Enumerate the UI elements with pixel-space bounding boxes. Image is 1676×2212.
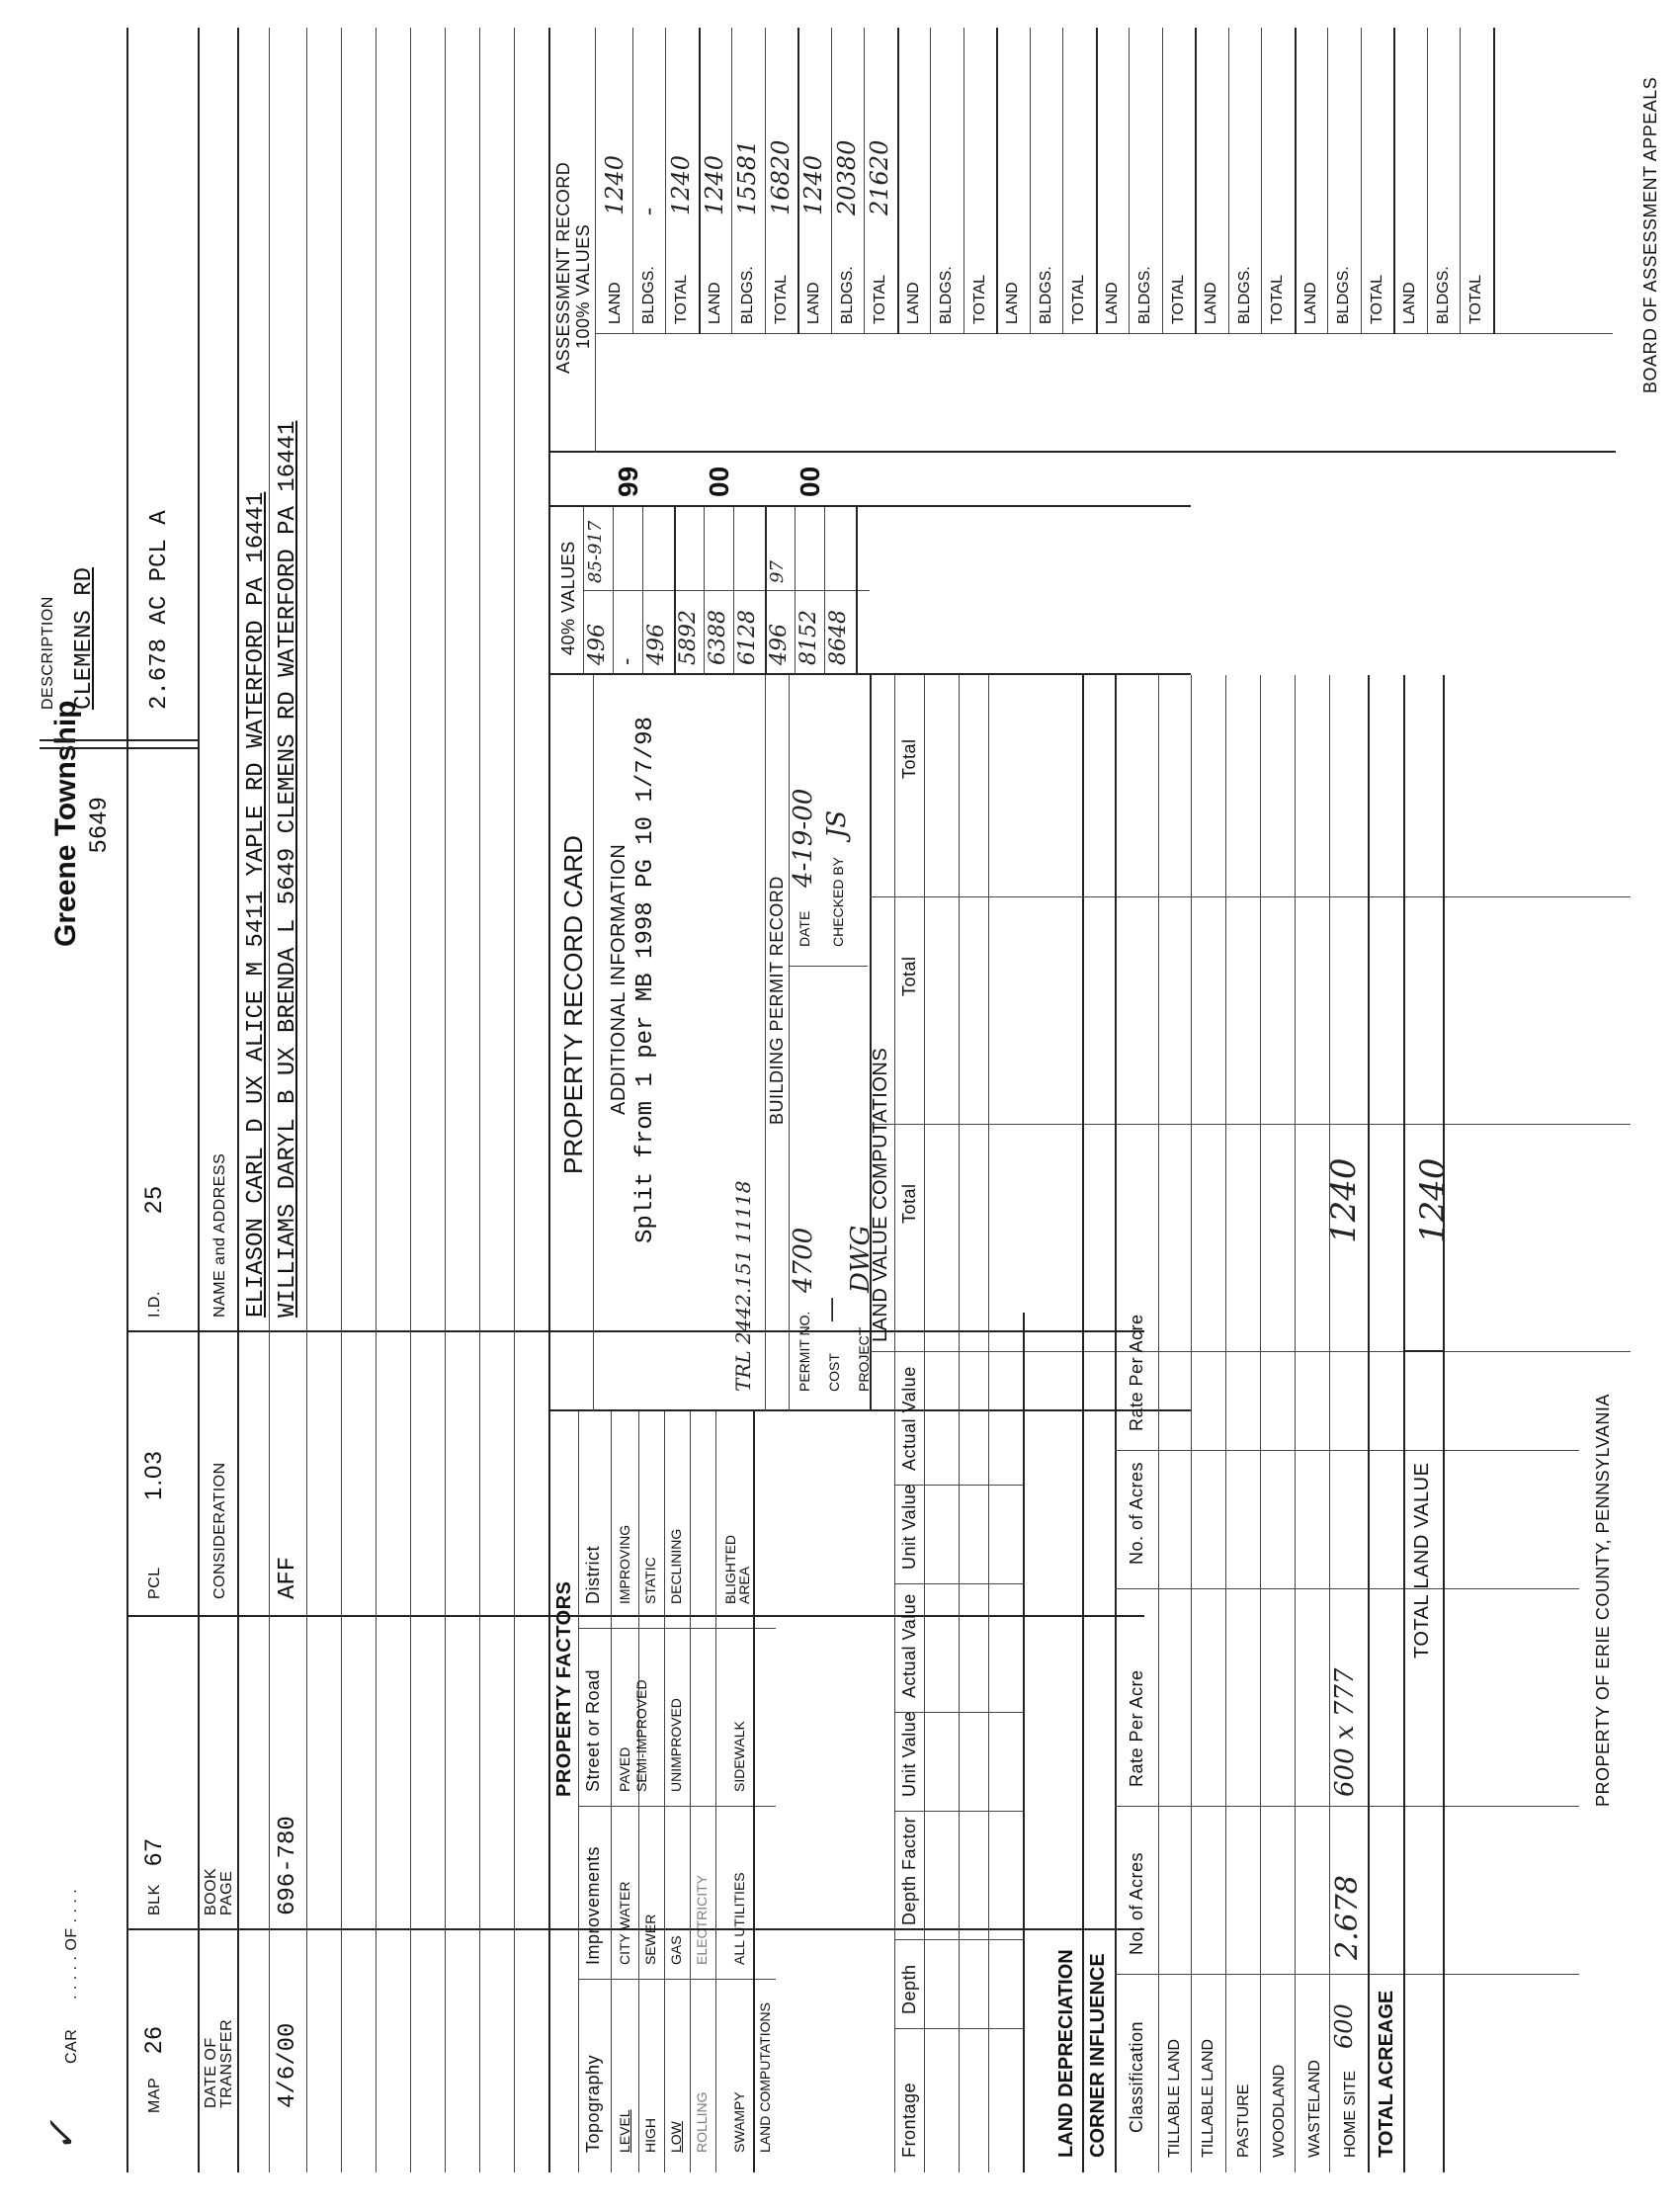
pf-street-5: SIDEWALK xyxy=(731,1721,747,1792)
assessment-label-9-2: BLDGS. xyxy=(1434,266,1452,324)
assessment-value-1-1: 1240 xyxy=(601,154,628,215)
values40-rule-9 xyxy=(856,507,858,675)
col-consideration: CONSIDERATION xyxy=(211,1462,228,1599)
year-stamp-3: 00 xyxy=(795,466,825,497)
ci-rule xyxy=(1115,675,1117,2172)
lv-row-rule-1 xyxy=(959,675,960,2172)
pf-district-5: BLIGHTED AREA xyxy=(722,1534,752,1604)
permit-title: BUILDING PERMIT RECORD xyxy=(767,876,787,1125)
ac-acres-value: 2.678 xyxy=(1330,1875,1365,1960)
transfer-table-bottom xyxy=(548,28,550,2172)
assessment-label-4-2: BLDGS. xyxy=(938,266,955,324)
ac-col-rate-1: Rate Per Acre xyxy=(1127,1669,1146,1787)
assessment-rule-7-1 xyxy=(1228,28,1229,334)
ac-row-rule-3 xyxy=(1260,675,1261,2172)
assessment-rule-5-1 xyxy=(1030,28,1031,334)
assessment-rule-5-2 xyxy=(1062,28,1063,334)
assessment-rule-8-2 xyxy=(1361,28,1362,334)
values40-header: 40% VALUES xyxy=(558,541,578,655)
values40-entry-6: 6128 xyxy=(735,610,760,665)
land-value-title: LAND VALUE COMPUTATIONS xyxy=(870,1047,891,1342)
permit-header-rule xyxy=(789,675,790,1411)
header-rule xyxy=(198,28,200,2172)
pf-improvements-2: SEWER xyxy=(642,1914,658,1965)
lv-col-actual-value-2: Actual Value xyxy=(899,1366,919,1471)
ac-row-rule-4 xyxy=(1295,675,1296,2172)
assessment-rule-2-2 xyxy=(765,28,766,334)
ac-row-6: HOME SITE xyxy=(1342,2070,1359,2158)
ac-row-rule-1 xyxy=(1191,675,1192,2172)
transfer-name-2: WILLIAMS DARYL B UX BRENDA L 5649 CLEMENS RD WATERFORD PA 16441 xyxy=(275,420,301,1318)
pf-improvements-4: ELECTRICITY xyxy=(694,1874,710,1965)
card-edge-top xyxy=(126,28,128,2172)
land-depreciation-label: LAND DEPRECIATION xyxy=(1055,1949,1077,2158)
id-label: I.D. xyxy=(146,1291,163,1318)
pf-col-rule-1 xyxy=(578,1979,776,1980)
permit-no-label: PERMIT NO. xyxy=(796,1311,812,1392)
pcl-label: PCL xyxy=(146,1567,163,1599)
pf-row-rule-4 xyxy=(715,1411,716,2172)
pf-bottom-rule xyxy=(753,1411,755,2172)
lv-col-unit-value-2: Unit Value xyxy=(899,1484,919,1570)
handwritten-note: TRL 2442.151 11118 xyxy=(731,1180,755,1392)
assessment-rule-8-3 xyxy=(1393,28,1395,334)
lv-col-total-2: Total xyxy=(899,956,919,996)
assessment-left-rule xyxy=(548,451,1616,453)
description-line-1: CLEMENS RD xyxy=(71,566,98,710)
assessment-rule-3-3 xyxy=(897,28,899,334)
assessment-label-1-1: LAND xyxy=(607,282,624,324)
ac-row-1: TILLABLE LAND xyxy=(1166,2038,1183,2158)
lv-col-total-3: Total xyxy=(899,738,919,779)
assessment-rule-6-3 xyxy=(1195,28,1197,334)
pf-header-rule xyxy=(611,1411,612,2172)
assessment-label-6-2: BLDGS. xyxy=(1136,266,1153,324)
assessment-label-2-1: LAND xyxy=(706,282,723,324)
pf-improvements-5: ALL UTILITIES xyxy=(731,1872,747,1965)
ac-col-rule-3 xyxy=(1115,1588,1579,1589)
assessment-header-1: ASSESSMENT RECORD xyxy=(553,161,573,374)
tlv-divider xyxy=(1403,1350,1443,1352)
pf-topography-5: SWAMPY xyxy=(731,2091,747,2153)
assessment-label-6-3: TOTAL xyxy=(1169,274,1187,324)
permit-divider xyxy=(789,966,868,967)
values40-rule-4 xyxy=(704,507,705,675)
ac-row-2: TILLABLE LAND xyxy=(1200,2038,1216,2158)
assessment-value-2-3: 16820 xyxy=(766,139,795,215)
assessment-label-3-1: LAND xyxy=(805,282,822,324)
assessment-label-7-3: TOTAL xyxy=(1269,274,1286,324)
ac-total-value: 1240 xyxy=(1324,1157,1364,1243)
transfer-row-rule-7 xyxy=(479,28,480,2172)
lv-col-unit-value-1: Unit Value xyxy=(899,1711,919,1797)
date-label: DATE xyxy=(796,910,812,947)
ac-rate-value: 600 x 777 xyxy=(1330,1667,1360,1797)
pf-street-1: PAVED xyxy=(617,1746,632,1792)
lv-col-rule-9 xyxy=(870,896,1631,897)
ac-row-3: PASTURE xyxy=(1235,2084,1252,2158)
pf-col-rule-3 xyxy=(578,1628,776,1629)
total-land-value-label: TOTAL LAND VALUE xyxy=(1411,1462,1433,1659)
year-stamp-1: 99 xyxy=(613,466,643,497)
pf-district-header: District xyxy=(583,1546,603,1604)
assessment-label-2-3: TOTAL xyxy=(772,274,790,324)
assessment-label-4-1: LAND xyxy=(904,282,922,324)
assessment-rule-5-3 xyxy=(1096,28,1098,334)
values40-entry-8: 8152 xyxy=(796,610,821,665)
lv-col-frontage: Frontage xyxy=(899,2082,919,2158)
of-label: . . . . . OF . . . . xyxy=(63,1888,80,1999)
assessment-value-2-1: 1240 xyxy=(700,154,728,215)
assessment-label-9-3: TOTAL xyxy=(1467,274,1484,324)
assessment-header-rule xyxy=(595,28,596,453)
assessment-label-4-3: TOTAL xyxy=(970,274,988,324)
assessment-rule-8-1 xyxy=(1327,28,1328,334)
ac-row-7: TOTAL ACREAGE xyxy=(1376,1990,1397,2158)
values40-entry-5: 6388 xyxy=(706,610,730,665)
header-divider xyxy=(40,747,198,749)
property-factors-title: PROPERTY FACTORS xyxy=(553,1580,575,1797)
pf-topography-2: HIGH xyxy=(642,2118,658,2153)
blk-label: BLK xyxy=(146,1884,163,1915)
col-name-address: NAME and ADDRESS xyxy=(211,1152,228,1318)
assessment-rule-9-1 xyxy=(1427,28,1428,334)
description-line-2: 2.678 AC PCL A xyxy=(146,510,173,710)
transfer-row-rule-2 xyxy=(306,28,307,2172)
values40-entry-7: 496 xyxy=(767,624,792,665)
description-label: DESCRIPTION xyxy=(40,596,56,710)
ac-col-acres-2: No. of Acres xyxy=(1127,1461,1146,1565)
ac-col-rate-2: Rate Per Acre xyxy=(1127,1314,1146,1431)
assessment-label-1-3: TOTAL xyxy=(673,274,690,324)
pf-col-rule-2 xyxy=(578,1806,776,1807)
lv-header-rule xyxy=(924,675,925,2172)
transfer-row-rule-8 xyxy=(514,28,515,2172)
cost-label: COST xyxy=(826,1353,842,1392)
values40-rule-3 xyxy=(674,507,676,675)
pf-district-2: STATIC xyxy=(642,1557,658,1604)
ac-row-4: WOODLAND xyxy=(1271,2064,1288,2158)
assessment-label-3-3: TOTAL xyxy=(872,274,888,324)
id-value: 25 xyxy=(140,1185,167,1214)
map-value: 26 xyxy=(140,2025,167,2054)
additional-info-label: ADDITIONAL INFORMATION xyxy=(608,843,629,1115)
pf-row-rule-3 xyxy=(690,1411,691,2172)
values40-mid-rule xyxy=(583,590,870,591)
project-label: PROJECT xyxy=(856,1326,872,1392)
tlv-rule xyxy=(1443,675,1445,2172)
lv-col-depth-factor: Depth Factor xyxy=(899,1816,919,1925)
values40-right-rule xyxy=(548,505,1191,507)
pf-street-2: SEMI-IMPROVED xyxy=(633,1679,649,1792)
transfer-row-rule-1 xyxy=(269,28,270,2172)
assessment-label-3-2: BLDGS. xyxy=(838,266,856,324)
lv-col-rule-7 xyxy=(870,1351,1631,1352)
assessment-label-7-2: BLDGS. xyxy=(1235,266,1253,324)
values40-mark-1: 85-917 xyxy=(585,520,606,583)
values40-entry-3: 496 xyxy=(644,624,669,665)
col-date-of-transfer: DATE OF TRANSFER xyxy=(203,2018,235,2108)
assessment-rule-6-2 xyxy=(1162,28,1163,334)
assessment-value-3-3: 21620 xyxy=(866,139,893,215)
township-title: Greene Township xyxy=(49,700,82,947)
assessment-rule-9-2 xyxy=(1460,28,1461,334)
assessment-label-5-1: LAND xyxy=(1004,282,1021,324)
footer-board: BOARD OF ASSESSMENT APPEALS xyxy=(1640,76,1660,393)
assessment-label-8-1: LAND xyxy=(1301,282,1319,324)
transfer-date-2: 4/6/00 xyxy=(275,2022,301,2108)
pf-improvements-3: GAS xyxy=(668,1935,684,1965)
transfer-col-rule-1 xyxy=(126,1928,1144,1930)
transfer-consideration-2: AFF xyxy=(275,1556,301,1599)
checked-value: JS xyxy=(822,809,852,838)
additional-info-text: Split from 1 per MB 1998 PG 10 1/7/98 xyxy=(632,717,659,1243)
assessment-rule-6-1 xyxy=(1129,28,1130,334)
values40-rule-1 xyxy=(613,507,614,675)
assessment-rule-3-1 xyxy=(831,28,832,334)
transfer-name-1: ELIASON CARL D UX ALICE M 5411 YAPLE RD WATERFORD PA 16441 xyxy=(243,491,270,1318)
transfer-row-rule-3 xyxy=(341,28,342,2172)
checkmark-icon: ✓ xyxy=(40,2119,85,2153)
transfer-row-rule-5 xyxy=(410,28,411,2172)
ac-row-5: WASTELAND xyxy=(1306,2060,1323,2158)
assessment-rule-7-3 xyxy=(1295,28,1297,334)
land-computations-label: LAND COMPUTATIONS xyxy=(757,2002,773,2153)
assessment-rule-3-2 xyxy=(864,28,865,334)
transfer-row-rule-0 xyxy=(237,28,239,2172)
corner-influence-label: CORNER INFLUENCE xyxy=(1087,1953,1109,2158)
values40-rule-2 xyxy=(642,507,643,675)
values40-rule-8 xyxy=(824,507,825,675)
assessment-value-3-2: 20380 xyxy=(832,139,861,215)
permit-title-rule xyxy=(765,675,766,1411)
values40-entry-9: 8648 xyxy=(826,610,851,665)
car-label: CAR xyxy=(63,2028,80,2064)
assessment-rule-1-2 xyxy=(665,28,666,334)
year-stamp-2: 00 xyxy=(704,466,734,497)
values40-rule-6 xyxy=(765,507,767,675)
pf-topography-1: LEVEL xyxy=(617,2109,632,2153)
assessment-rule-4-3 xyxy=(996,28,998,334)
values40-mark-7: 97 xyxy=(767,560,788,583)
ld-rule xyxy=(1082,675,1084,2172)
lv-row-rule-2 xyxy=(988,675,989,2172)
header-divider-2 xyxy=(40,739,198,741)
pf-topography-header: Topography xyxy=(583,2054,603,2153)
assessment-label-7-1: LAND xyxy=(1203,282,1219,324)
assessment-label-8-3: TOTAL xyxy=(1368,274,1385,324)
assessment-rule-9-3 xyxy=(1493,28,1495,334)
values40-rule-5 xyxy=(733,507,734,675)
pf-district-1: IMPROVING xyxy=(617,1524,632,1604)
assessment-label-2-2: BLDGS. xyxy=(739,266,756,324)
transfer-col-rule-3 xyxy=(126,1330,1144,1332)
transfer-row-rule-4 xyxy=(376,28,377,2172)
assessment-label-8-2: BLDGS. xyxy=(1335,266,1352,324)
assessment-value-1-2: - xyxy=(633,207,662,215)
assessment-rule-1-1 xyxy=(632,28,633,334)
ac-row-rule-6 xyxy=(1368,675,1370,2172)
assessment-rule-4-1 xyxy=(930,28,931,334)
col-book-page: BOOK PAGE xyxy=(203,1867,235,1915)
values40-entry-4: 5892 xyxy=(676,610,701,665)
pf-street-header: Street or Road xyxy=(583,1668,603,1792)
ac-row-rule-7 xyxy=(1403,675,1405,2172)
assessment-label-5-3: TOTAL xyxy=(1070,274,1087,324)
pf-topography-4: ROLLING xyxy=(694,2091,710,2153)
permit-no-value: 4700 xyxy=(789,1227,818,1293)
pf-street-3: UNIMPROVED xyxy=(668,1698,684,1792)
transfer-col-rule-2 xyxy=(126,1615,1144,1617)
date-value: 4-19-00 xyxy=(789,788,818,888)
transfer-book-2: 696-780 xyxy=(275,1816,301,1915)
assessment-label-6-1: LAND xyxy=(1103,282,1121,324)
lv-col-depth: Depth xyxy=(899,1964,919,2014)
ac-col-rule-1 xyxy=(1115,1974,1579,1975)
cost-value: — xyxy=(816,1297,846,1322)
pf-improvements-header: Improvements xyxy=(583,1845,603,1965)
map-label: MAP xyxy=(146,2077,163,2113)
assessment-value-2-2: 15581 xyxy=(733,139,761,215)
assessment-header-2: 100% VALUES xyxy=(573,223,593,349)
ac-col-rule-2 xyxy=(1115,1806,1579,1807)
project-value: DWG xyxy=(846,1225,876,1293)
ac-col-rule-4 xyxy=(1115,1450,1579,1451)
values40-entry-1: 496 xyxy=(585,624,610,665)
record-title-rule xyxy=(593,675,594,1411)
values40-entry-2: - xyxy=(615,657,639,665)
footer-county: PROPERTY OF ERIE COUNTY, PENNSYLVANIA xyxy=(1593,1394,1613,1807)
pcl-value: 1.03 xyxy=(140,1450,167,1500)
pf-improvements-1: CITY WATER xyxy=(617,1881,632,1965)
assessment-label-1-2: BLDGS. xyxy=(639,266,657,324)
ac-col-classification: Classification xyxy=(1127,2020,1146,2133)
pf-row-rule-1 xyxy=(638,1411,639,2172)
lv-col-total-1: Total xyxy=(899,1183,919,1224)
transfer-row-rule-6 xyxy=(445,28,446,2172)
record-card-title: PROPERTY RECORD CARD xyxy=(558,835,588,1174)
total-land-value: 1240 xyxy=(1413,1157,1453,1243)
pf-row-rule-2 xyxy=(664,1411,665,2172)
checked-label: CHECKED BY xyxy=(830,856,846,947)
ac-header-rule xyxy=(1158,675,1159,2172)
ac-col-acres-1: No. of Acres xyxy=(1127,1851,1146,1955)
lv-title-rule xyxy=(894,675,895,2172)
pf-topography-3: LOW xyxy=(668,2121,684,2153)
blk-value: 67 xyxy=(140,1837,167,1866)
lv-col-actual-value-1: Actual Value xyxy=(899,1593,919,1698)
assessment-rule-7-2 xyxy=(1261,28,1262,334)
ac-row-rule-2 xyxy=(1225,675,1226,2172)
assessment-label-5-2: BLDGS. xyxy=(1037,266,1054,324)
lv-row-rule-3 xyxy=(1023,1313,1025,2172)
pf-title-rule xyxy=(578,1411,579,2172)
assessment-rule-2-1 xyxy=(731,28,732,334)
lv-col-rule-8 xyxy=(870,1124,1631,1125)
assessment-label-9-1: LAND xyxy=(1401,282,1418,324)
assessment-value-3-1: 1240 xyxy=(799,154,827,215)
ac-home-site-value: 600 xyxy=(1330,2003,1358,2049)
values40-rule-7 xyxy=(795,507,796,675)
pf-district-3: DECLINING xyxy=(668,1528,684,1604)
card-number: 5649 xyxy=(85,796,112,853)
assessment-value-1-3: 1240 xyxy=(667,154,695,215)
values40-left-rule xyxy=(548,673,1191,675)
values40-header-rule xyxy=(583,507,584,675)
